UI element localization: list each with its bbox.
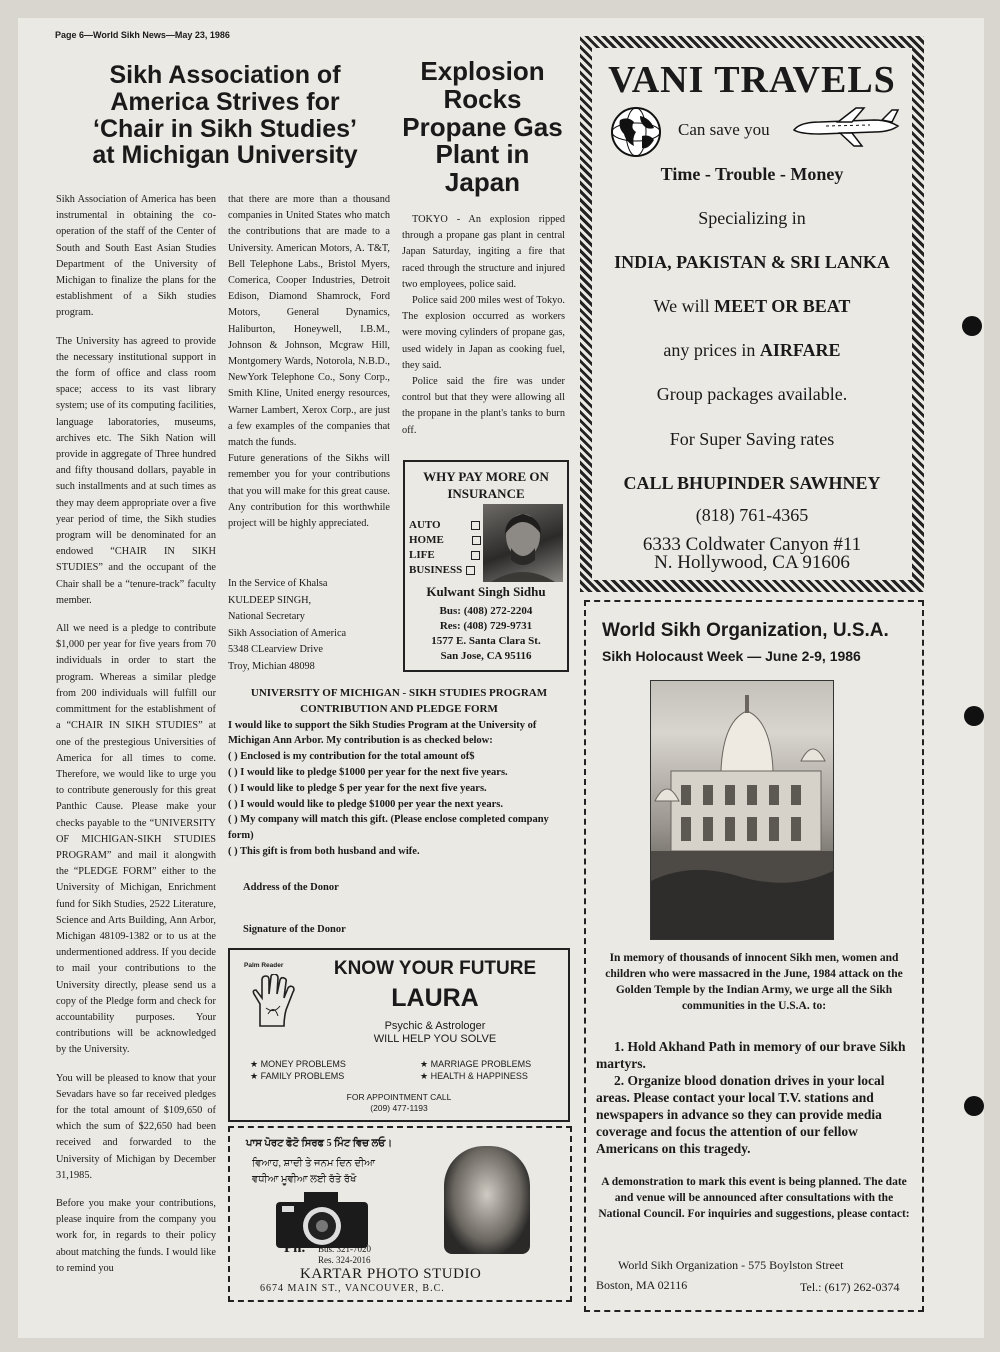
binder-hole [964,1096,984,1116]
checkbox-icon [471,551,480,560]
palm-hand-icon [250,974,298,1028]
vani-addr1: 6333 Coldwater Canyon #11 [642,534,862,555]
studio-ph-label: Ph. [284,1240,306,1256]
studio-gurmukhi-line: ਵਿਆਹ, ਸ਼ਾਦੀ ਤੇ ਜਨਮ ਦਿਨ ਦੀਆ [252,1158,376,1169]
vani-ttm: Time - Trouble - Money [660,164,844,184]
wso-city: Boston, MA 02116 [596,1278,688,1292]
vani-prices-bold: AIRFARE [759,340,841,360]
a1-para3: All we need is a pledge to contribute $1,000 per year for five years from 70 individuals in order to start the program. Whereas a similar pledge from 200 individuals will fulfill our committment for the establishment of a “CHAIR IN SIKH STUDIES” at one of the prestegious Universities of America for all times to come. Therefore, we would like to urge you to contribute generously for this great Panthic Cause. Please make your checks payable to the “UNIVERSITY OF MICHIGAN-SIKH STUDIES PROGRAM” and mail it alongwith the “PLEDGE FORM” either to the University of Michigan, Enrichment fund for Sikh Studies, 2522 Literature, Science and Arts Building, Ann Arbor, Michigan 48109-1382 or to us at the undermentioned address. If you decide to mail your contributions to the University directly, please send us a copy of the Pledge form and check for accountability purposes. Your contributions will be acknowledged by the University. [56,623,216,1056]
wso-subtitle: Sikh Holocaust Week — June 2-9, 1986 [602,648,861,664]
vani-addr2: N. Hollywood, CA 91606 [654,552,850,573]
wso-notice [584,600,924,1312]
airplane-icon [790,106,902,148]
wso-address-line: World Sikh Organization - 575 Boylston Street [618,1258,844,1272]
a1-col2-para2: Future generations of the Sikhs will remember you for your contributions that you will make for this great cause. Any contribution for this worthwhile project will be highly appreciated. [228,453,390,530]
wso-paragraph1: In memory of thousands of innocent Sikh men, women and children who were massacred in the June, 1984 attack on the Golden Temple by the Indian Army, we urge all the Sikh communities in the U.S.A. to: [605,952,903,1012]
pledge-options [228,749,570,860]
binder-hole [962,316,982,336]
laura-item: ★ HEALTH & HAPPINESS [420,1071,528,1081]
studio-phones [318,1244,371,1266]
agent-name: Kulwant Singh Sidhu [426,584,546,599]
pledge-option: ( ) Enclosed is my contribution for the total amount of$ [228,751,475,763]
sig-line: In the Service of Khalsa [228,578,328,589]
pledge-option: ( ) This gift is from both husband and wife. [228,845,420,857]
laura-headline: KNOW YOUR FUTURE [333,958,537,979]
insurance-item: AUTO [409,519,441,531]
insurance-ad [403,460,569,672]
sig-line: Sikh Association of America [228,627,347,639]
donor-signature-label: Signature of the Donor [243,924,346,935]
studio-address: 6674 MAIN ST., VANCOUVER, B.C. [260,1283,445,1294]
laura-name: LAURA [391,984,479,1012]
article2-headline: Explosion Rocks Propane Gas Plant in Japan [402,56,563,198]
laura-item: ★ FAMILY PROBLEMS [250,1071,345,1081]
a2-para: TOKYO - An explosion ripped through a propane gas plant in central Japan Saturday, ingiting a fire that raced through the structure and injured two employees, police said. [402,214,565,290]
sig-line: Troy, Michian 48098 [228,660,315,672]
photographer-portrait [444,1146,530,1254]
pledge-intro: I would like to support the Sikh Studies Program at the University of Michigan Ann Arbor. My contribution is as checked below: [228,719,537,747]
studio-gurmukhi-body [252,1156,375,1188]
vani-prices [580,340,924,361]
vani-phone: (818) 761-4365 [695,505,809,525]
vani-countries: INDIA, PAKISTAN & SRI LANKA [614,252,890,272]
page-folio: Page 6—World Sikh News—May 23, 1986 [55,30,230,40]
agent-portrait [483,504,563,582]
palm-reader-label: Palm Reader [244,962,284,969]
vani-meet-bold: MEET OR BEAT [714,296,851,316]
pledge-option: ( ) I would like to pledge $ per year for the next five years. [228,782,487,794]
studio-gurmukhi-headline: ਪਾਸ ਪੋਰਟ ਫੋਟੋ ਸਿਰਫ 5 ਮਿੰਟ ਵਿਚ ਲਓ। [246,1138,393,1149]
wso-title: World Sikh Organization, U.S.A. [602,620,889,641]
vani-save: Can save you [678,120,770,139]
a1-para2: The University has agreed to provide the necessary institutional support in the form of office and class room space; access to its vast library system; use of its computing facilities, language laboratories, museums, archives etc. The Sikh Nation will provide in aggregate of Three hundred and fifty thousand dollars, payable in such installments and at such times as they may deem appropriate over a five year period of time, the Sikh studies program will be denominated for an endowed “CHAIR IN SIKH STUDIES” and the occupant of the Chair shall be a “tenure-track” faculty member. [56,335,216,606]
pledge-form [228,686,570,860]
checkbox-icon [466,566,475,575]
studio-bus: Bus. 321-7020 [318,1244,372,1254]
vani-call: CALL BHUPINDER SAWHNEY [623,473,881,493]
wso-resolution2: 2. Organize blood donation drives in your local areas. Please contact your local T.V. stations and newspapers in advance so they can provide media coverage and focus the attention of our fellow Americans on this tragedy. [596,1073,885,1156]
a1-para5: Before you make your contributions, please inquire from the company you work for, in regards to their policy about matching the funds. I would like to remind you [56,1197,216,1274]
photo-studio-ad [228,1126,572,1302]
insurance-item: HOME [409,534,444,546]
vani-travels-ad [580,36,924,592]
studio-name: KARTAR PHOTO STUDIO [300,1266,482,1282]
vani-group: Group packages available. [656,384,848,404]
vani-prices-pre: any prices in [663,340,760,360]
vani-super: For Super Saving rates [669,429,835,449]
agent-res: Res: (408) 729-9731 [439,620,533,632]
laura-phone: (209) 477-1193 [370,1103,428,1113]
agent-contact [405,604,567,664]
laura-item: ★ MONEY PROBLEMS [250,1059,346,1069]
a1-para1: Sikh Association of America has been instrumental in obtaining the co-operation of the staff of the Center of South and South East Asian Studies Department of the University of Michigan to finalize the plans for the establishment of a Sikh studies program. [56,194,216,319]
laura-item: ★ MARRIAGE PROBLEMS [420,1059,532,1069]
pledge-option: ( ) I would like to pledge $1000 per year for the next five years. [228,766,508,778]
sig-line: KULDEEP SINGH, [228,594,312,606]
laura-ad [228,948,570,1122]
pledge-title1: UNIVERSITY OF MICHIGAN - SIKH STUDIES PROGRAM [250,687,548,699]
wso-resolution1: 1. Hold Akhand Path in memory of our brave Sikh martyrs. [596,1039,906,1071]
vani-meet-pre: We will [653,296,715,316]
pledge-title2: CONTRIBUTION AND PLEDGE FORM [300,702,498,715]
a1-col2-para1: that there are more than a thousand companies in United States who match the contributions that are made to a University. American Motors, A. T&T, Bell Telephone Labs., Bristol Myers, Comerica, Cooper Industries, Detroit Edison, Diamond Shamrock, Ford Motors, General Dynamics, Haliburton, Honeywell, I.B.M., Johnson & Johnson, Mcgraw Hill, Montgomery Wards, Notorola, N.B.D., NewYork Telephone Co., Sony Corp., Smith Kline, United energy resources, Warner Lambert, Xerox Corp., are just a few examples of the companies that match the funds. [228,194,390,449]
laura-sub [310,1020,560,1046]
sig-line: 5348 CLearview Drive [228,644,323,655]
wso-paragraph3: A demonstration to mark this event is being planned. The date and venue will be announced after consultations with the National Council. For inquiries and suggestions, please contact: [598,1176,910,1220]
globe-icon [610,106,662,158]
vani-address [580,536,924,572]
checkbox-icon [472,536,481,545]
binder-hole [964,706,984,726]
sig-line: National Secretary [228,611,305,622]
agent-addr2: San Jose, CA 95116 [440,650,532,662]
checkbox-icon [471,521,480,530]
laura-list-right [420,1058,531,1082]
article2-body [402,212,565,439]
pledge-option: ( ) I would would like to pledge $1000 per year the next years. [228,798,503,810]
agent-addr1: 1577 E. Santa Clara St. [431,635,541,647]
article1-column2 [228,192,390,532]
donor-address-label: Address of the Donor [243,882,339,893]
insurance-list [409,518,481,578]
laura-line1: Psychic & Astrologer [384,1020,486,1032]
vani-title: VANI TRAVELS [608,59,896,101]
wso-resolutions [596,1038,912,1157]
article1-signature [228,576,390,675]
vani-meet [580,296,924,317]
laura-appointment [230,1092,568,1114]
insurance-item: LIFE [409,549,435,561]
studio-gurmukhi-line: ਵਧੀਆ ਮੂਵੀਆ ਲਈ ਰੱਤੇ ਰੱਖੋ [252,1174,357,1185]
insurance-title: WHY PAY MORE ON INSURANCE [423,469,549,501]
a2-para: Police said 200 miles west of Tokyo. The explosion occurred as workers were moving cylinders of propane gas, used widely in Japan as cooking fuel, they said. [402,295,565,371]
insurance-item: BUSINESS [409,564,463,576]
article1-headline: Sikh Association of America Strives for ‘Chair in Sikh Studies’ at Michigan University [92,61,358,170]
laura-call: FOR APPOINTMENT CALL [346,1092,452,1102]
laura-list-left [250,1058,346,1082]
wso-phone: Tel.: (617) 262-0374 [800,1280,900,1294]
a1-para4: You will be pleased to know that your Sevadars have so far received pledges for the total amount of $109,650 of which the sum of $22,650 had been received and forwarded to the University of Michigan by December 31,1985. [56,1072,216,1181]
vani-spec: Specializing in [698,208,806,228]
studio-res: Res. 324-2016 [318,1255,371,1265]
laura-line2: WILL HELP YOU SOLVE [373,1033,497,1045]
agent-bus: Bus: (408) 272-2204 [439,605,533,617]
pledge-option: ( ) My company will match this gift. (Please enclose completed company form) [228,814,549,842]
a2-para: Police said the fire was under control but that they were allowing all the propane in the plant's tanks to burn off. [402,376,565,436]
golden-temple-photo [650,680,834,940]
article1-column1 [56,192,216,1289]
